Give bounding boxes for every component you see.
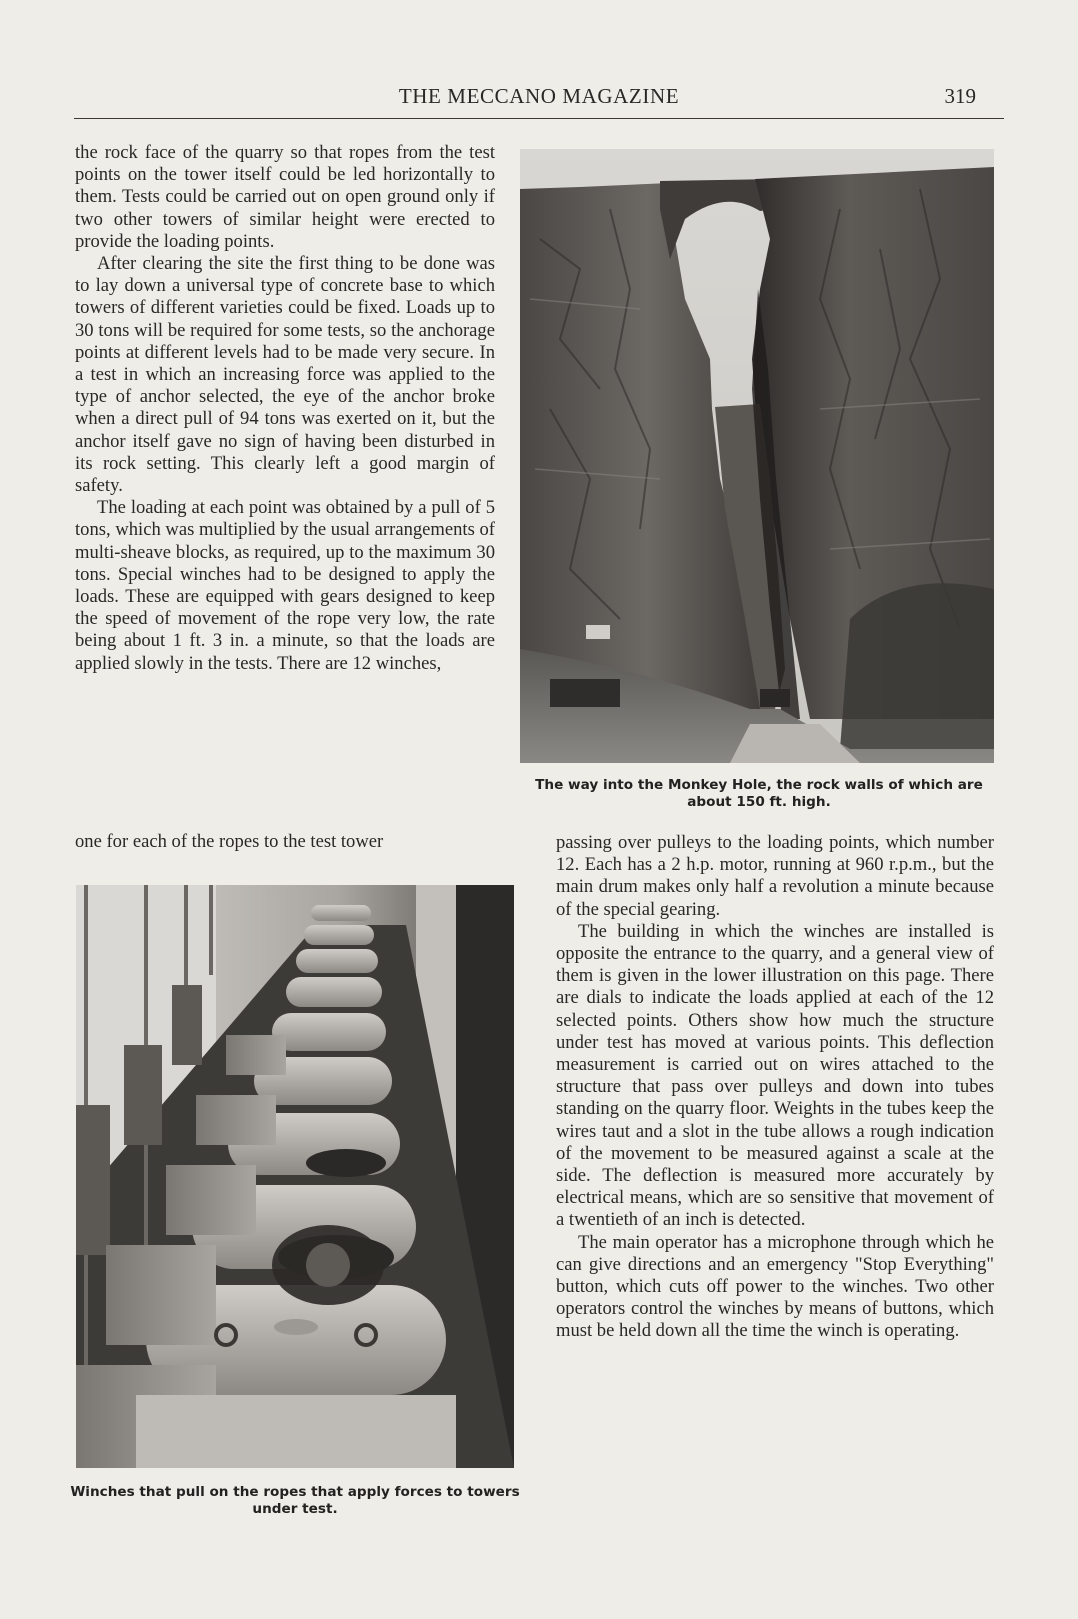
winches-illustration — [76, 885, 514, 1468]
paragraph: The building in which the winches are installed is opposite the entrance to the quarry, and a general view of them is given in the lower illustration on this page. There are dials to indicate the loads applied at each of the 12 selected points. Others show how much the structure under test has moved at various points. This deflection measurement is carried out on wires attached to the structure that pass over pulleys and down into tubes standing on the quarry floor. Weights in the tubes keep the wires taut and a slot in the tube allows a rough indication of the movement to be measured against a scale at the side. The deflection is measured more accurately by electrical means, which are so sensitive that movement of a twentieth of an inch is detected. — [556, 920, 994, 1231]
paragraph: After clearing the site the first thing to be done was to lay down a universal type of concrete base to which towers of different varieties could be fixed. Loads up to 30 tons will be required for some tests, so the anchorage points at different levels had to be made very secure. In a test in which an increasing force was applied to the type of anchor selected, the eye of the anchor broke when a direct pull of 94 tons was exerted on it, but the anchor itself gave no sign of having been disturbed in its rock setting. This clearly left a good margin of safety. — [75, 253, 495, 497]
left-column-last-line: one for each of the ropes to the test tower — [75, 831, 384, 852]
top-photo-caption: The way into the Monkey Hole, the rock walls of which are about 150 ft. high. — [535, 777, 983, 810]
running-header — [74, 84, 1004, 119]
bottom-photo-caption: Winches that pull on the ropes that apply forces to towers under test. — [70, 1484, 520, 1517]
right-column-text — [556, 832, 994, 1343]
magazine-title: THE MECCANO MAGAZINE — [398, 84, 680, 108]
paragraph: the rock face of the quarry so that ropes from the test points on the tower itself could be led horizontally to them. Tests could be carried out on open ground only if two other towers of similar height were erected to provide the loading points. — [75, 142, 495, 252]
left-column-text — [75, 142, 495, 675]
paragraph: The loading at each point was obtained by a pull of 5 tons, which was multiplied by the usual arrangements of multi-sheave blocks, as required, up to the maximum 30 tons. Special winches had to be designed to apply the loads. These are equipped with gears designed to keep the speed of movement of the rope very low, the rate being about 1 ft. 3 in. a minute, so that the loads are applied slowly in the tests. There are 12 winches, — [75, 497, 495, 674]
rock-arch-illustration — [520, 149, 994, 763]
winches-photo — [76, 885, 514, 1468]
paragraph: The main operator has a microphone through which he can give directions and an emergency "Stop Everything" button, which cuts off power to the winches. Two other operators control the winches by means of buttons, which must be held down all the time the winch is operating. — [556, 1231, 994, 1342]
monkey-hole-photo — [520, 149, 994, 763]
paragraph: passing over pulleys to the loading points, which number 12. Each has a 2 h.p. motor, running at 960 r.p.m., but the main drum makes only half a revolution a minute because of the special gearing. — [556, 832, 994, 920]
page-number: 319 — [944, 84, 976, 108]
